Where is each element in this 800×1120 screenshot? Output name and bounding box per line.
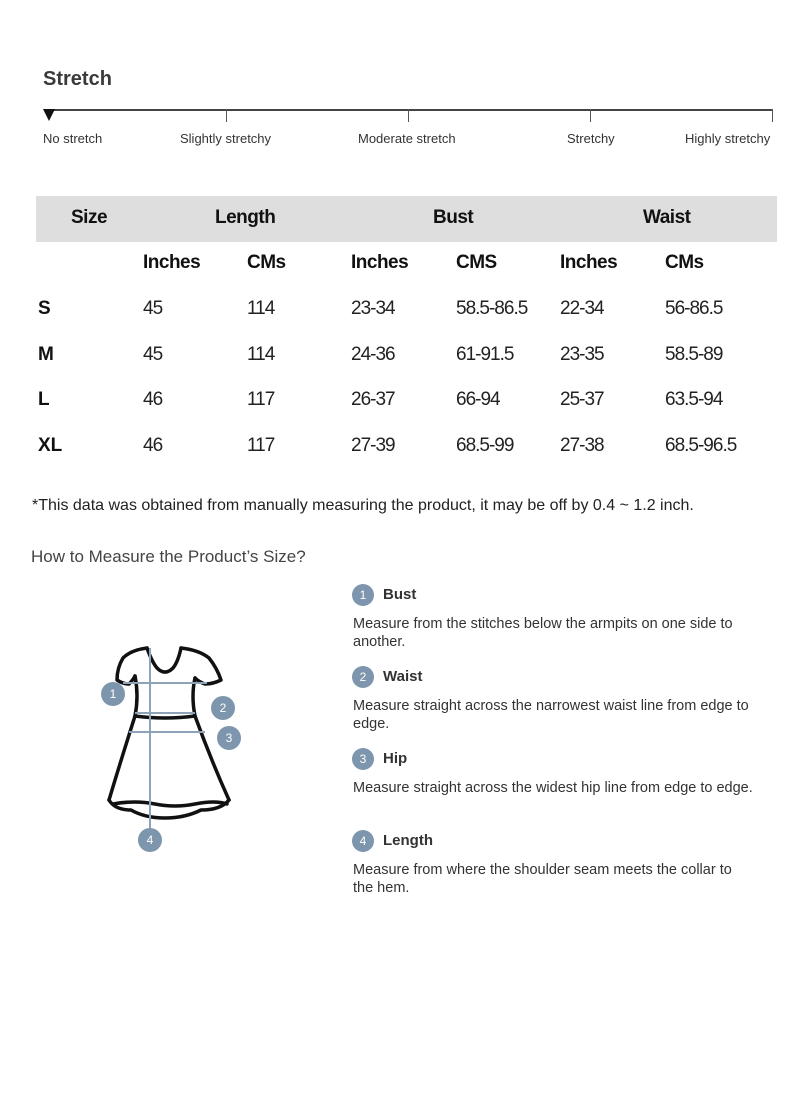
table-cell: 23-35 <box>560 344 604 365</box>
table-cell: 22-34 <box>560 298 604 319</box>
step-badge: 4 <box>352 830 374 852</box>
header-size: Size <box>71 207 108 228</box>
header-waist: Waist <box>643 207 691 228</box>
scale-tick <box>590 109 591 122</box>
table-cell: 46 <box>143 389 163 410</box>
table-cell: 45 <box>143 298 163 319</box>
subheader-waist-cms: CMs <box>665 252 704 273</box>
table-cell: 45 <box>143 344 163 365</box>
row-size-label: S <box>38 298 51 319</box>
table-cell: 27-38 <box>560 435 604 456</box>
step-title-waist: Waist <box>383 668 423 685</box>
table-cell: 66-94 <box>456 389 500 410</box>
scale-tick <box>226 109 227 122</box>
step-badge: 1 <box>352 584 374 606</box>
stretch-marker-icon <box>43 109 55 121</box>
svg-text:3: 3 <box>225 731 233 745</box>
step-desc-hip: Measure straight across the widest hip line from edge to edge. <box>353 780 753 796</box>
measurement-note: *This data was obtained from manually measuring the product, it may be off by 0.4 ~ 1.2 inch. <box>32 497 694 514</box>
scale-tick <box>772 109 773 122</box>
scale-label-moderate: Moderate stretch <box>358 131 456 146</box>
table-cell: 114 <box>247 344 275 365</box>
row-size-label: M <box>38 344 54 365</box>
how-to-measure-title: How to Measure the Product’s Size? <box>31 547 306 566</box>
step-desc-bust: Measure from the stitches below the armpits on one side to another. <box>353 616 733 650</box>
table-cell: 114 <box>247 298 275 319</box>
table-cell: 58.5-86.5 <box>456 298 528 319</box>
header-length: Length <box>215 207 276 228</box>
step-title-length: Length <box>383 832 433 849</box>
scale-label-no-stretch: No stretch <box>43 131 103 146</box>
table-cell: 25-37 <box>560 389 604 410</box>
step-desc-length: Measure from where the shoulder seam meets the collar to the hem. <box>353 862 732 896</box>
table-cell: 63.5-94 <box>665 389 723 410</box>
table-cell: 117 <box>247 435 275 456</box>
scale-label-slightly: Slightly stretchy <box>180 131 272 146</box>
table-cell: 23-34 <box>351 298 395 319</box>
dress-diagram-icon <box>95 640 255 860</box>
step-desc-waist: Measure straight across the narrowest waist line from edge to edge. <box>353 698 749 732</box>
header-bust: Bust <box>433 207 474 228</box>
table-cell: 46 <box>143 435 163 456</box>
table-cell: 68.5-99 <box>456 435 514 456</box>
scale-label-highly: Highly stretchy <box>685 131 771 146</box>
subheader-waist-inches: Inches <box>560 252 618 273</box>
svg-text:4: 4 <box>146 833 154 847</box>
subheader-length-cms: CMs <box>247 252 286 273</box>
table-cell: 26-37 <box>351 389 395 410</box>
row-size-label: XL <box>38 435 63 456</box>
stretch-title: Stretch <box>43 68 112 90</box>
table-cell: 27-39 <box>351 435 395 456</box>
table-cell: 68.5-96.5 <box>665 435 737 456</box>
table-cell: 56-86.5 <box>665 298 723 319</box>
table-cell: 61-91.5 <box>456 344 514 365</box>
subheader-length-inches: Inches <box>143 252 201 273</box>
svg-text:2: 2 <box>219 701 227 715</box>
row-size-label: L <box>38 389 50 410</box>
step-badge: 2 <box>352 666 374 688</box>
step-badge: 3 <box>352 748 374 770</box>
svg-text:1: 1 <box>109 687 117 701</box>
subheader-bust-cms: CMS <box>456 252 497 273</box>
scale-label-stretchy: Stretchy <box>567 131 615 146</box>
step-title-hip: Hip <box>383 750 408 767</box>
table-cell: 24-36 <box>351 344 395 365</box>
scale-tick <box>408 109 409 122</box>
subheader-bust-inches: Inches <box>351 252 409 273</box>
table-cell: 117 <box>247 389 275 410</box>
table-cell: 58.5-89 <box>665 344 723 365</box>
step-title-bust: Bust <box>383 586 417 603</box>
